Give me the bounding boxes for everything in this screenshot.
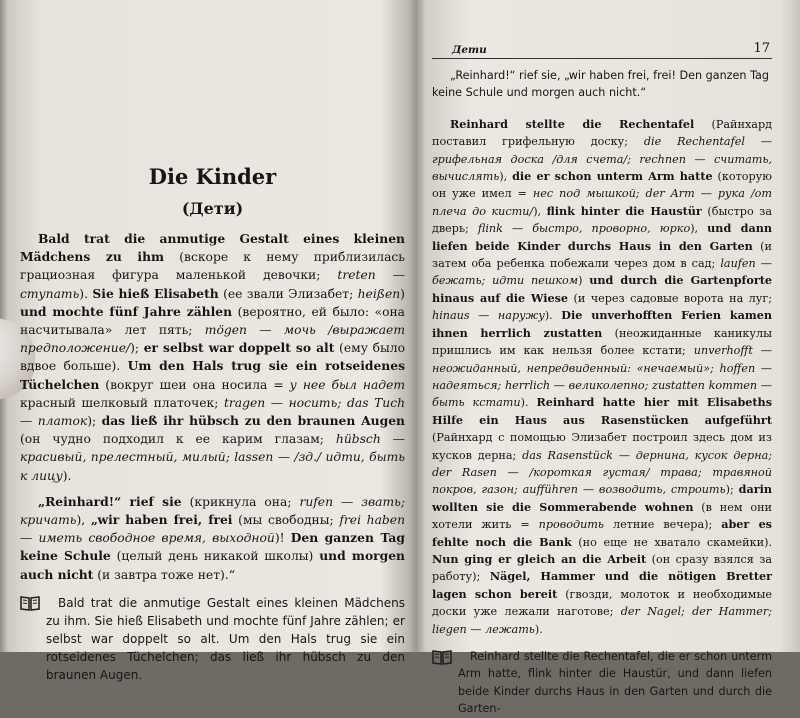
- translation-text: (он чудно подходил к ее карим глазам;: [20, 432, 336, 447]
- german-phrase: flink hinter die Haustür: [546, 203, 702, 218]
- left-page: [20, 150, 405, 684]
- german-phrase: „wir haben frei, frei: [90, 512, 233, 528]
- translation-text: красный шелковый платочек;: [20, 395, 224, 410]
- german-phrase: Sie hieß Elisabeth: [92, 285, 219, 301]
- gloss-note: das Rasenstück — дернина, кусок дерна; der Rasen — /короткая густая/ трава; травяной покров, газон; aufführen — возводить, строить: [432, 448, 773, 497]
- translation-text: (но еще не хватало скамейки).: [571, 535, 772, 549]
- translation-text: (Райнхард поставил грифельную доску;: [432, 117, 773, 149]
- annotated-paragraph: [20, 493, 405, 584]
- translation-text: (крикнула она;: [181, 494, 300, 509]
- german-phrase: er selbst war doppelt so alt: [143, 340, 335, 356]
- chapter-subtitle: (Дети): [181, 199, 244, 218]
- german-phrase: Nägel, Hammer und die nötigen Bretter lagen schon bereit: [432, 569, 773, 601]
- translation-text: ): [400, 286, 405, 301]
- translation-text: ),: [499, 170, 513, 184]
- gloss-note: frei haben — иметь свободное время, выходной: [20, 513, 405, 546]
- translation-text: ).: [79, 286, 93, 301]
- translation-text: ): [578, 274, 590, 288]
- translation-text: (он сразу взялся за работу);: [432, 552, 772, 584]
- german-phrase: und durch die Gartenpforte hinaus auf die Wiese: [432, 273, 773, 305]
- translation-text: (и затем оба ребенка побежали через дом в сад;: [432, 239, 772, 271]
- translation-text: (быстро за дверь;: [432, 204, 772, 236]
- gloss-note: flink — быстро, проворно, юрко: [477, 222, 691, 236]
- gloss-note: у нее был надет: [289, 377, 406, 392]
- translation-text: );: [87, 414, 102, 429]
- translation-text: (вероятно, ей было: «она насчитывала» лет пять;: [20, 304, 405, 338]
- translation-text: );: [130, 341, 144, 356]
- german-phrase: und morgen auch nicht: [20, 548, 405, 582]
- gloss-note: laufen — бежать; идти пешком: [432, 257, 772, 288]
- translation-text: ),: [533, 204, 547, 218]
- chapter-title: Die Kinder: [148, 164, 277, 189]
- gloss-note: der Nagel; der Hammer; liegen — лежать: [432, 605, 772, 636]
- translation-text: ),: [76, 513, 91, 528]
- translation-text: ).: [520, 396, 537, 410]
- open-book-icon: [432, 649, 452, 665]
- gloss-note: hinaus — наружу: [432, 309, 545, 323]
- translation-text: (и через садовые ворота на луг;: [568, 291, 773, 305]
- gloss-note: проводить: [538, 518, 605, 532]
- translation-text: (вокруг шеи она носила =: [99, 377, 290, 392]
- german-phrase: Bald trat die anmutige Gestalt eines kleinen Mädchens zu ihm: [20, 231, 405, 265]
- gloss-note: die Rechentafel — грифельная доска /для счета/; rechnen — считать, вычислять: [432, 135, 772, 184]
- gloss-note: unverhofft — неожиданный, непредвиденный: «нечаемый»; hoffen — надеяться; herrlich — великолепно; zustatten kommen — быть кстати: [432, 344, 772, 410]
- translation-text: летние вечера);: [604, 518, 722, 532]
- german-phrase: Reinhard stellte die Rechentafel: [450, 116, 695, 131]
- translation-text: (ее звали Элизабет;: [218, 286, 358, 301]
- translation-text: (неожиданные каникулы пришлись им как нельзя более кстати;: [432, 326, 772, 358]
- open-book-icon: [20, 595, 40, 611]
- translation-text: (мы свободны;: [232, 513, 340, 528]
- annotated-paragraph: [432, 116, 772, 638]
- german-phrase: Nun ging er gleich an die Arbeit: [432, 551, 647, 566]
- gloss-note: hübsch — красивый, прелестный, милый; lassen — /зд./ идти, быть к лицу: [20, 432, 405, 483]
- german-phrase: Um den Hals trug sie ein rotseidenes Tüchelchen: [20, 358, 405, 392]
- translation-text: ),: [690, 222, 708, 236]
- plain-text-block: [20, 594, 405, 684]
- gloss-note: rufen — звать; кричать: [20, 494, 405, 528]
- german-phrase: aber es fehlte noch die Bank: [432, 517, 772, 549]
- german-phrase: die er schon unterm Arm hatte: [512, 169, 713, 184]
- translation-text: (в нем они хотели жить =: [432, 500, 772, 532]
- plain-paragraph: Reinhard stellte die Rechentafel, die er schon unterm Arm hatte, flink hinter die Haustür, und dann liefen beide Kinder durchs Haus in den Garten und durch die Garten-: [458, 650, 772, 716]
- gloss-note: heißen: [357, 286, 401, 301]
- translation-text: (целый день никакой школы): [110, 549, 320, 564]
- gloss-note: нес под мышкой; der Arm — рука /от плеча до кисти/: [432, 187, 772, 218]
- plain-paragraph: Bald trat die anmutige Gestalt eines kleinen Mädchens zu ihm. Sie hieß Elisabeth und mochte fünf Jahre zählen; er selbst war doppelt so alt. Um den Hals trug sie ein rotseidenes Tüchelchen; das ließ ihr hübsch zu den braunen Augen.: [46, 595, 405, 682]
- german-phrase: Reinhard hatte hier mit Elisabeths Hilfe ein Haus aus Rasenstücken aufgeführt: [432, 395, 772, 427]
- translation-text: ).: [534, 622, 543, 636]
- running-header: [432, 38, 772, 59]
- german-phrase: Die unverhofften Ferien kamen ihnen herrlich zustatten: [432, 308, 772, 340]
- gloss-note: mögen — мочь /выражает предположение/: [20, 323, 405, 356]
- annotated-paragraph: [20, 230, 405, 485]
- translation-text: (Райнхард с помощью Элизабет построил здесь дом из кусков дерна;: [432, 431, 772, 462]
- translation-text: (гвозди, молоток и необходимые доски уже лежали наготове;: [432, 587, 772, 619]
- translation-text: ).: [62, 468, 72, 483]
- translation-text: );: [725, 483, 739, 497]
- right-page: [432, 38, 772, 718]
- german-phrase: und mochte fünf Jahre zählen: [20, 303, 233, 319]
- intro-paragraph: „Reinhard!“ rief sie, „wir haben frei, frei! Den ganzen Tag keine Schule und morgen auch nicht.“: [432, 69, 770, 100]
- german-phrase: Den ganzen Tag keine Schule: [20, 530, 405, 564]
- translation-text: (и завтра тоже нет).“: [93, 567, 236, 582]
- german-phrase: darin wollten sie die Sommerabende wohnen: [432, 482, 772, 514]
- plain-text-block: [432, 648, 772, 718]
- page-number: 17: [753, 41, 770, 56]
- translation-text: (которую он уже имел =: [432, 170, 772, 201]
- translation-text: (ему было вдвое больше).: [20, 341, 405, 374]
- running-header-title: Дети: [452, 44, 487, 56]
- translation-text: )!: [274, 531, 291, 546]
- gloss-note: treten — ступать: [20, 268, 405, 301]
- translation-text: ).: [544, 309, 562, 323]
- german-phrase: das ließ ihr hübsch zu den braunen Augen: [101, 413, 405, 429]
- translation-text: (вскоре к нему приблизилась грациозная фигура маленькой девочки;: [20, 250, 406, 283]
- german-phrase: „Reinhard!“ rief sie: [38, 493, 182, 509]
- gloss-note: tragen — носить; das Tuch — платок: [20, 395, 406, 429]
- german-phrase: und dann liefen beide Kinder durchs Haus in den Garten: [432, 221, 772, 253]
